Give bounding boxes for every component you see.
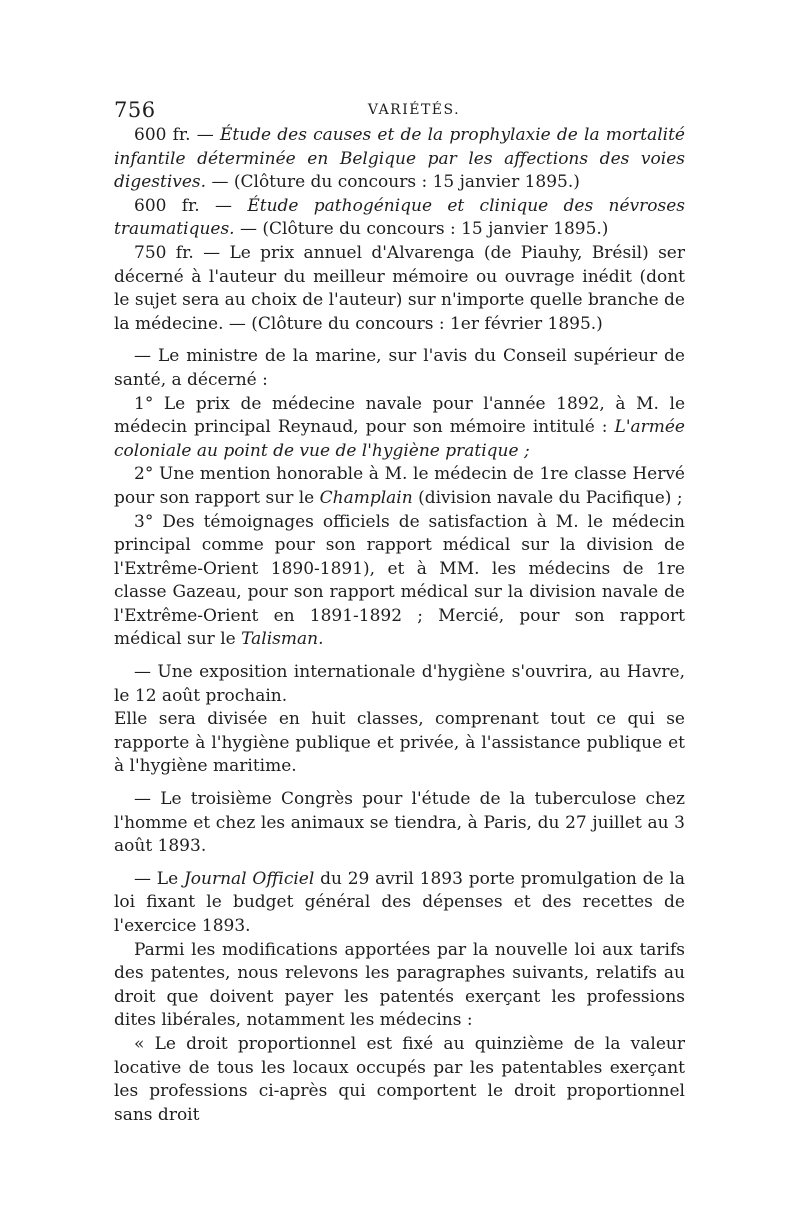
paragraph-exposition: — Une exposition internationale d'hygiène s'ouvrira, au Havre, le 12 août prochain. (114, 662, 685, 706)
text-run: — Le (134, 868, 184, 889)
text-run: (division navale du Pacifique) ; (412, 487, 683, 508)
page-header (114, 98, 684, 126)
page-body (114, 124, 685, 1127)
paragraph-patentes: Parmi les modifications apportées par la nouvelle loi aux tarifs des patentes, nous relevons les paragraphes suivants, relatifs au droit que doivent payer les patentés exerçant les professions dites libérales, notamment les médecins : (114, 939, 685, 1031)
paragraph-droit: « Le droit proportionnel est fixé au quinzième de la valeur locative de tous les locaux occupés par les patentables exerçant les professions ci-après qui comportent le droit proportionnel sans droit (114, 1033, 685, 1125)
italic-title: Étude des causes et de la prophylaxie de la mortalité infantile déterminée en Belgique par les affections des voies digestives. (114, 125, 685, 193)
running-title: VARIÉTÉS. (367, 102, 461, 118)
page-number: 756 (114, 98, 156, 122)
text-run: — (Clôture du concours : 15 janvier 1895.) (206, 172, 580, 193)
text-run: du 29 avril 1893 porte promulgation de la loi fixant le budget général des dépenses et des recettes de l'exercice 1893. (114, 868, 685, 936)
italic-title: L'armée coloniale au point de vue de l'hygiène pratique ; (114, 417, 685, 461)
paragraph-congres: — Le troisième Congrès pour l'étude de la tuberculose chez l'homme et chez les animaux se tiendra, à Paris, du 27 juillet au 3 août 1893. (114, 789, 685, 857)
paragraph-prize-3: 750 fr. — Le prix annuel d'Alvarenga (de Piauhy, Brésil) ser décerné à l'auteur du meilleur mémoire ou ouvrage inédit (dont le sujet sera au choix de l'auteur) sur n'importe quelle branche de la médecine. — (Clôture du concours : 1er février 1895.) (114, 242, 685, 334)
text-run: 600 fr. — (134, 195, 248, 216)
paragraph-prize-1 (114, 124, 685, 195)
italic-title: Champlain (319, 487, 413, 508)
paragraph-journal (114, 868, 685, 939)
italic-title: Talisman. (241, 629, 324, 650)
text-run: 1° Le prix de médecine navale pour l'année 1892, à M. le médecin principal Reynaud, pour son mémoire intitulé : (114, 393, 685, 438)
paragraph-classes: Elle sera divisée en huit classes, comprenant tout ce qui se rapporte à l'hygiène publique et privée, à l'assistance publique et à l'hygiène maritime. (114, 709, 685, 777)
paragraph-ministre: — Le ministre de la marine, sur l'avis du Conseil supérieur de santé, a décerné : (114, 346, 685, 390)
paragraph-item-2 (114, 463, 685, 510)
paragraph-item-1 (114, 393, 685, 464)
text-run: — (Clôture du concours : 15 janvier 1895.) (234, 219, 609, 240)
text-run: 3° Des témoignages officiels de satisfaction à M. le médecin principal comme pour son rapport médical sur la division de l'Extrême-Orient 1890-1891), et à MM. les médecins de 1re classe Gazeau, pour son rapport médical sur la division navale de l'Extrême-Orient en 1891-1892 ; Mercié, pour son rapport médical sur le (114, 511, 685, 650)
paragraph-prize-2 (114, 195, 685, 242)
italic-title: Journal Officiel (183, 868, 315, 889)
italic-title: Étude pathogénique et clinique des névroses traumatiques. (114, 195, 685, 240)
text-run: 2° Une mention honorable à M. le médecin de 1re classe Hervé pour son rapport sur le (114, 464, 685, 508)
text-run: 600 fr. — (134, 125, 220, 145)
paragraph-item-3 (114, 511, 685, 653)
